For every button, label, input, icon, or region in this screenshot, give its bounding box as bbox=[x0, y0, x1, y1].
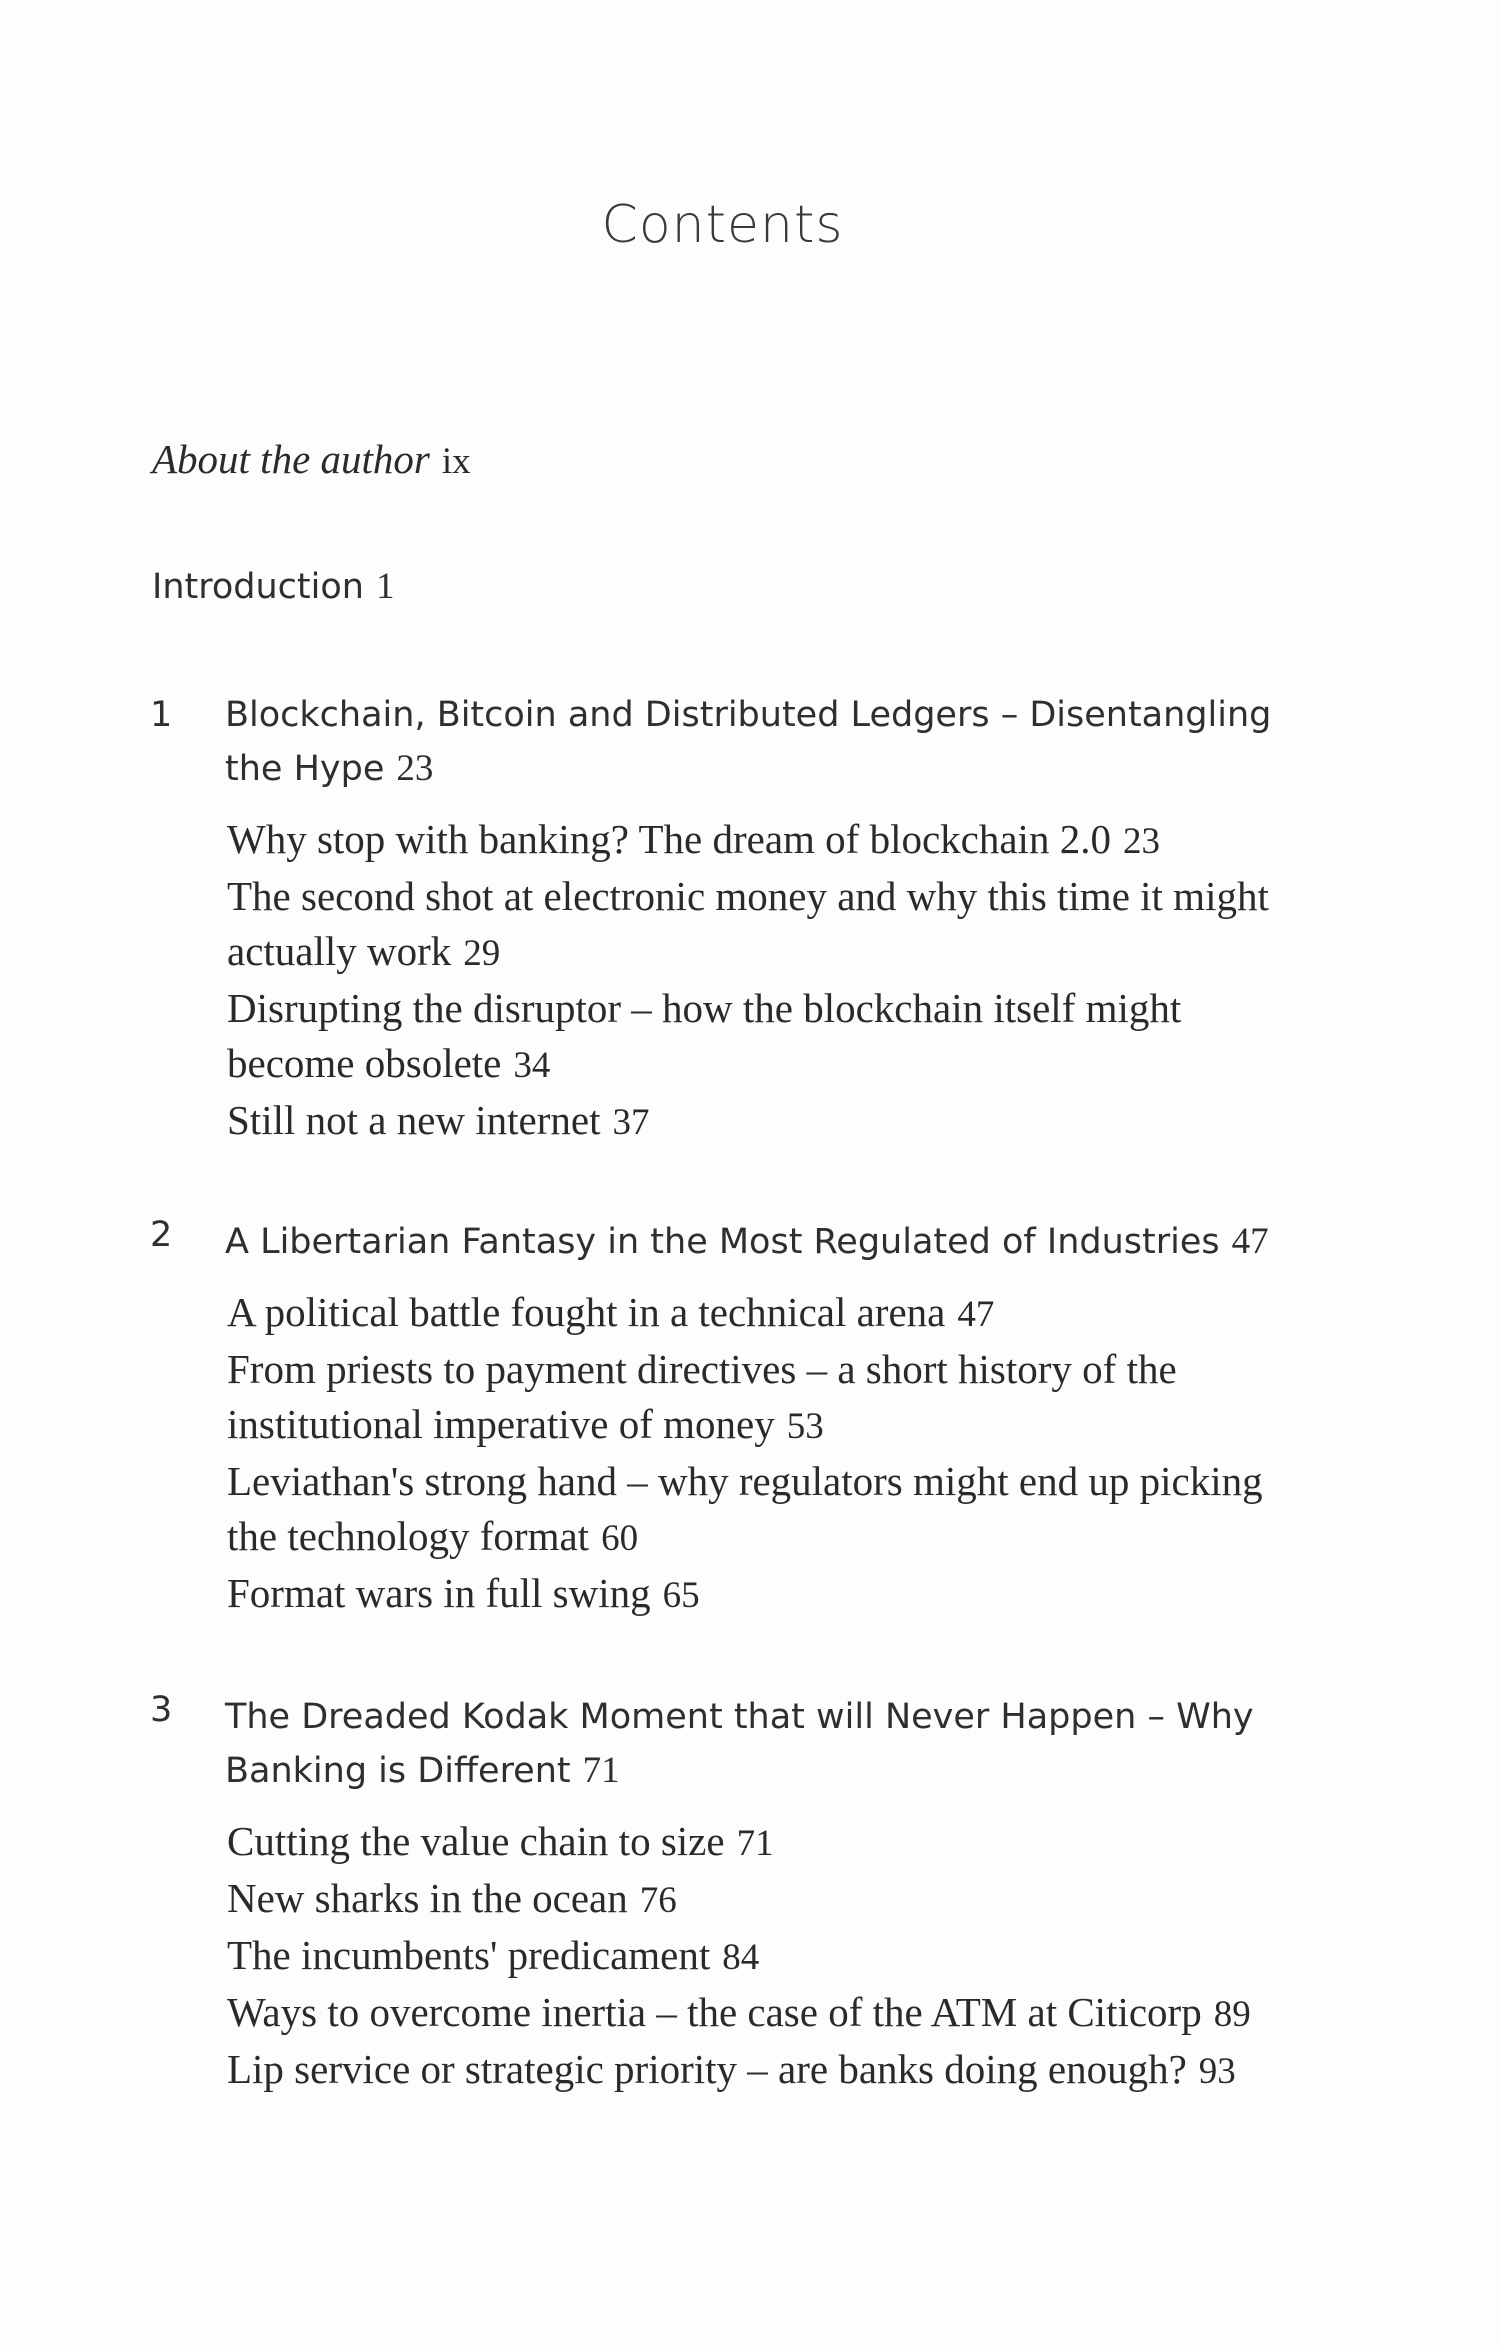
chapter-number: 2 bbox=[150, 1215, 173, 1255]
section-page: 47 bbox=[957, 1294, 995, 1335]
section-title: Ways to overcome inertia – the case of the ATM at Citicorp bbox=[227, 1989, 1202, 2035]
chapter-title: A Libertarian Fantasy in the Most Regulated of Industries bbox=[225, 1222, 1220, 1262]
chapter-number: 1 bbox=[150, 695, 173, 735]
section-page: 93 bbox=[1198, 2051, 1236, 2092]
chapter-page: 47 bbox=[1231, 1221, 1269, 1262]
section-list bbox=[227, 812, 1297, 1150]
section-page: 29 bbox=[463, 933, 501, 974]
chapter-title: Blockchain, Bitcoin and Distributed Ledgers – Disentangling the Hype bbox=[225, 695, 1272, 789]
entry-page: 1 bbox=[375, 566, 395, 607]
chapter-number: 3 bbox=[150, 1690, 173, 1730]
chapter-page: 71 bbox=[582, 1750, 620, 1791]
toc-section[interactable] bbox=[227, 1285, 1297, 1342]
entry-page: ix bbox=[441, 441, 471, 482]
entry-label: Introduction bbox=[152, 567, 364, 607]
page-title: Contents bbox=[601, 195, 844, 255]
chapter-title-entry[interactable] bbox=[225, 1690, 1285, 1798]
section-title: The second shot at electronic money and why this time it might actually work bbox=[227, 873, 1269, 974]
section-list bbox=[227, 1285, 1297, 1623]
section-page: 89 bbox=[1213, 1994, 1251, 2035]
section-title: From priests to payment directives – a short history of the institutional imperative of money bbox=[227, 1346, 1177, 1447]
section-title: Cutting the value chain to size bbox=[227, 1818, 725, 1864]
toc-section[interactable] bbox=[227, 981, 1297, 1093]
toc-section[interactable] bbox=[227, 1928, 1297, 1985]
toc-section[interactable] bbox=[227, 869, 1297, 981]
section-title: A political battle fought in a technical arena bbox=[227, 1289, 946, 1335]
section-title: Still not a new internet bbox=[227, 1097, 601, 1143]
section-page: 53 bbox=[786, 1406, 824, 1447]
toc-section[interactable] bbox=[227, 1566, 1297, 1623]
section-title: Lip service or strategic priority – are banks doing enough? bbox=[227, 2046, 1187, 2092]
toc-section[interactable] bbox=[227, 1342, 1297, 1454]
toc-section[interactable] bbox=[227, 1454, 1297, 1566]
toc-section[interactable] bbox=[227, 1985, 1297, 2042]
section-title: Why stop with banking? The dream of blockchain 2.0 bbox=[227, 816, 1111, 862]
toc-section[interactable] bbox=[227, 1093, 1297, 1150]
section-list bbox=[227, 1814, 1297, 2099]
section-title: Leviathan's strong hand – why regulators might end up picking the technology format bbox=[227, 1458, 1263, 1559]
toc-entry-introduction[interactable] bbox=[152, 565, 394, 608]
chapter-page: 23 bbox=[396, 748, 434, 789]
toc-entry-about-author[interactable] bbox=[152, 435, 471, 483]
section-page: 23 bbox=[1122, 821, 1160, 862]
chapter-title-entry[interactable] bbox=[225, 1215, 1285, 1269]
chapter-title: The Dreaded Kodak Moment that will Never Happen – Why Banking is Different bbox=[225, 1697, 1254, 1791]
section-page: 37 bbox=[612, 1102, 650, 1143]
section-page: 71 bbox=[736, 1823, 774, 1864]
toc-section[interactable] bbox=[227, 1814, 1297, 1871]
section-title: Disrupting the disruptor – how the blockchain itself might become obsolete bbox=[227, 985, 1182, 1086]
section-title: The incumbents' predicament bbox=[227, 1932, 711, 1978]
toc-section[interactable] bbox=[227, 812, 1297, 869]
section-title: Format wars in full swing bbox=[227, 1570, 651, 1616]
toc-section[interactable] bbox=[227, 1871, 1297, 1928]
section-page: 34 bbox=[513, 1045, 551, 1086]
toc-section[interactable] bbox=[227, 2042, 1297, 2099]
section-page: 65 bbox=[662, 1575, 700, 1616]
section-page: 84 bbox=[722, 1937, 760, 1978]
section-title: New sharks in the ocean bbox=[227, 1875, 628, 1921]
section-page: 76 bbox=[639, 1880, 677, 1921]
section-page: 60 bbox=[601, 1518, 639, 1559]
entry-label: About the author bbox=[152, 436, 430, 482]
chapter-title-entry[interactable] bbox=[225, 688, 1285, 796]
